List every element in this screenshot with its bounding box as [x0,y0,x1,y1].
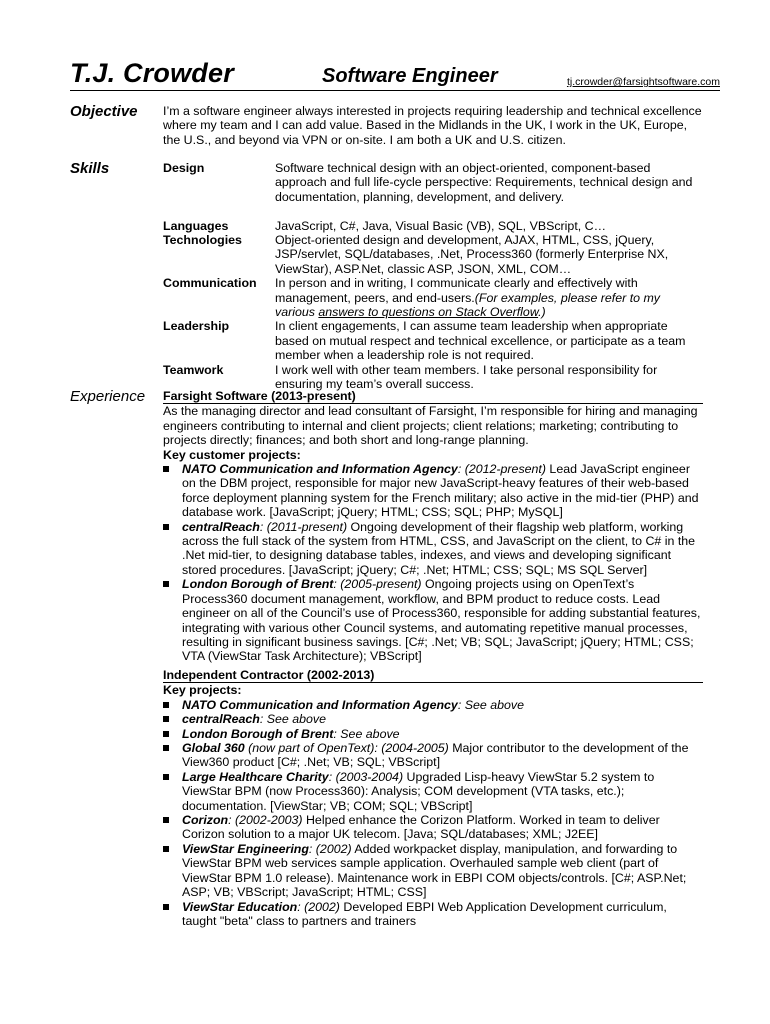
bullet-icon [163,466,169,472]
skill-name: Leadership [163,319,230,334]
list-item [163,698,703,712]
job-heading: Independent Contractor (2002-2013) [163,668,703,683]
project-desc: Lead JavaScript engineer on the DBM project, responsible for major new JavaScript-heavy features of their web-based force deployment planning system for the French military; also active in the mid-tier (PHP) and database work. [JavaScript; jQuery; HTML; CSS; SQL; PHP; MySQL] [182,462,699,520]
key-projects-label: Key projects: [163,683,242,698]
project-name: London Borough of Brent [182,577,334,592]
experience-heading: Experience [70,388,146,405]
key-projects-label: Key customer projects: [163,447,301,462]
candidate-name: T.J. Crowder [70,58,234,88]
project-list [163,698,703,929]
skill-name: Technologies [163,233,242,248]
list-item [163,577,703,663]
bullet-icon [163,745,169,751]
project-name: NATO Communication and Information Agency [182,697,458,712]
project-date: : (2005-present) [333,577,422,592]
project-desc: Major contributor to the development of the View360 product [C#; .Net; VB; SQL; VBScript] [182,741,689,770]
skill-desc-italic-end: .) [538,305,546,320]
bullet-icon [163,904,169,910]
project-desc: : See above [333,726,400,741]
skill-row [163,233,703,276]
skill-desc: Software technical design with an object-oriented, component-based approach and full life-cycle perspective: Requirements, technical design and documentation, planning, development, and delivery. [275,161,693,204]
job-heading: Farsight Software (2013-present) [163,389,703,404]
skill-name: Design [163,161,205,175]
project-desc: : See above [259,712,326,727]
project-list [163,462,703,664]
project-name: NATO Communication and Information Agency [182,462,458,477]
bullet-icon [163,846,169,852]
skills-list [163,161,703,391]
list-item [163,842,703,900]
project-desc: Helped enhance the Corizon Platform. Worked in team to deliver Corizon solution to a major UK telecom. [Java; SQL/databases; XML; J2EE] [182,813,660,842]
bullet-icon [163,716,169,722]
job-farsight [163,389,703,664]
project-date: : (2011-present) [259,519,348,534]
skills-heading: Skills [70,160,110,177]
skill-row [163,276,703,319]
skill-name: Teamwork [163,362,224,377]
email-link[interactable]: tj.crowder@farsightsoftware.com [566,76,720,88]
project-name: centralReach [182,712,260,727]
skill-desc: JavaScript, C#, Java, Visual Basic (VB), SQL, VBScript, C… [275,218,606,233]
project-desc: : See above [457,697,524,712]
skill-desc-text: In person and in writing, I communicate clearly and effectively with management, peers, and end-users. [275,276,638,305]
skill-row [163,219,703,233]
project-name: Global 360 [182,741,245,756]
skill-desc: I work well with other team members. I take personal responsibility for ensuring my team’s overall success. [275,362,658,392]
skill-desc [275,276,703,319]
project-desc: Developed EBPI Web Application Development curriculum, taught "beta" class to partners and trainers [182,899,667,928]
project-name: centralReach [182,519,260,534]
list-item [163,712,703,726]
project-date: : (2002) [308,841,352,856]
bullet-icon [163,731,169,737]
list-item [163,520,703,578]
skill-desc: Object-oriented design and development, AJAX, HTML, CSS, jQuery, JSP/servlet, SQL/databases, .Net, Process360 (formerly Enterprise NX, ViewStar), ASP.Net, classic ASP, JSON, XML, COM… [275,233,669,276]
project-desc: Ongoing development of their flagship web platform, working across the full stack of the system from HTML, CSS, and JavaScript on the client, to C# in the .Net mid-tier, to designing database tables, indexes, and views and developing significant stored procedures. [JavaScript; jQuery; C#; .Net; HTML; CSS; SQL; MS SQL Server] [182,519,696,577]
resume-header [70,58,720,91]
list-item [163,900,703,929]
project-desc: Ongoing projects using on OpenText’s Process360 document management, workflow, and BPM product to reduce costs. Lead engineer on all of the Council’s use of Process360, responsible for adding substantial features, integrating with various other Council systems, and automating repetitive manual processes, resulting in significant business savings. [C#; .Net; VB; SQL; JavaScript; jQuery; HTML; CSS; VTA (ViewStar Task Architecture); VBScript] [182,577,701,664]
skill-row [163,363,703,392]
skill-desc: In client engagements, I can assume team leadership when appropriate based on mutual respect and technical excellence, or participate as a team member when a leadership role is not required. [275,319,686,363]
bullet-icon [163,774,169,780]
bullet-icon [163,817,169,823]
list-item [163,770,703,813]
skill-row [163,161,703,204]
skill-name: Communication [163,276,257,291]
bullet-icon [163,524,169,530]
project-date: : (2002) [297,899,340,914]
list-item [163,727,703,741]
stack-overflow-link[interactable]: answers to questions on Stack Overflow [318,305,539,320]
project-date: : (2003-2004) [328,769,404,784]
job-independent [163,668,703,928]
project-name: Large Healthcare Charity [182,769,329,784]
project-date: : (2002-2003) [228,813,303,828]
skill-row [163,319,703,362]
bullet-icon [163,702,169,708]
skill-name: Languages [163,218,229,233]
objective-heading: Objective [70,103,138,120]
job-title: Software Engineer [322,65,498,87]
project-name: ViewStar Engineering [182,841,309,856]
list-item [163,813,703,842]
project-date: : (2012-present) [457,462,546,477]
project-desc: Added workpacket display, manipulation, and forwarding to ViewStar BPM web services sample application. Overhauled sample web client (part of ViewStar BPM 1.0 release). Maintenance work in EBPI COM objects/controls. [C#; ASP.Net; ASP; VB; VBScript; JavaScript; HTML; CSS] [182,841,687,900]
project-name: ViewStar Education [182,899,298,914]
project-name: London Borough of Brent [182,726,334,741]
project-name: Corizon [182,813,229,828]
project-date: (now part of OpenText): (2004-2005) [244,741,449,756]
list-item [163,741,703,770]
list-item [163,462,703,520]
bullet-icon [163,581,169,587]
skill-desc-italic: (For examples, please refer to my various [275,290,660,320]
project-desc: Upgraded Lisp-heavy ViewStar 5.2 system to ViewStar BPM (now Process360): Analysis; COM development (VTA tasks, etc.); documentation. [ViewStar; VB; COM; SQL; VBScript] [182,769,655,813]
job-intro: As the managing director and lead consultant of Farsight, I’m responsible for hiring and managing engineers contributing to internal and client projects; client relations; marketing; contributing to projects directly; finances; and both short and long-range planning. [163,404,698,448]
objective-text: I’m a software engineer always interested in projects requiring leadership and technical excellence where my team and I can add value. Based in the Midlands in the UK, I work in the UK, Europe, the U.S., and beyond via VPN or on-site. I am both a UK and U.S. citizen. [163,104,702,147]
